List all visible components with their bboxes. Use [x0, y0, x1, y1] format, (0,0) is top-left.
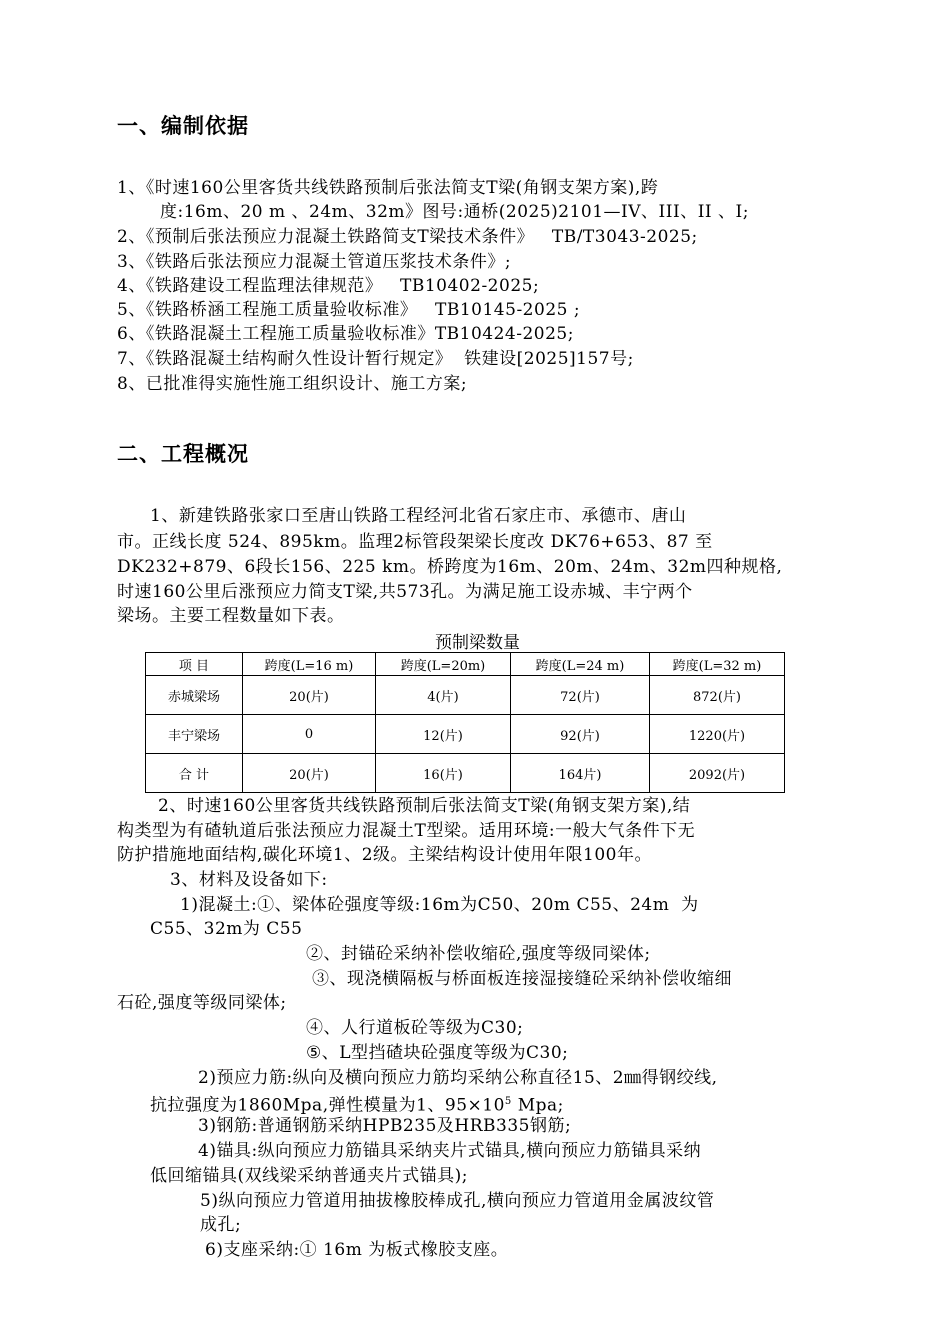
- material-duct-cont: 成孔;: [200, 1215, 242, 1235]
- material-prestress: 2)预应力筋:纵向及横向预应力筋均采纳公称直径15、2㎜得钢绞线,: [198, 1068, 718, 1088]
- overview-para2-line2: 构类型为有碴轨道后张法预应力混凝土T型梁。适用环境:一般大气条件下无: [117, 821, 696, 841]
- table-cell: 2092(片): [650, 754, 785, 793]
- material-prestress-unit: Mpa;: [511, 1095, 564, 1116]
- material-concrete-2: ②、封锚砼采纳补偿收缩砼,强度等级同梁体;: [306, 944, 651, 964]
- section-title-overview: 二、工程概况: [117, 442, 249, 466]
- table-cell: 1220(片): [650, 715, 785, 754]
- table-cell: 赤城梁场: [146, 676, 243, 715]
- basis-item-1-cont: 度:16m、20 m 、24m、32m》图号:通桥(2025)2101—IV、III、II 、I;: [160, 202, 749, 222]
- overview-para1-line5: 梁场。主要工程数量如下表。: [117, 606, 345, 626]
- material-bearing: 6)支座采纳:① 16m 为板式橡胶支座。: [205, 1240, 509, 1260]
- basis-item-3: 3、《铁路后张法预应力混凝土管道压浆技术条件》;: [117, 252, 512, 272]
- basis-item-5: 5、《铁路桥涵工程施工质量验收标准》 TB10145-2025 ;: [117, 300, 581, 320]
- table-header-cell: 跨度(L=16 m): [243, 653, 376, 676]
- table-cell: 872(片): [650, 676, 785, 715]
- basis-item-2: 2、《预制后张法预应力混凝土铁路简支T梁技术条件》 TB/T3043-2025;: [117, 227, 698, 247]
- overview-para1-line3: DK232+879、6段长156、225 km。桥跨度为16m、20m、24m、32m四种规格,: [117, 557, 783, 577]
- table-cell: 92(片): [511, 715, 650, 754]
- basis-item-4: 4、《铁路建设工程监理法律规范》 TB10402-2025;: [117, 276, 540, 296]
- material-concrete-3-cont: 石砼,强度等级同梁体;: [117, 993, 287, 1013]
- table-row: [146, 754, 785, 793]
- table-header-cell: 跨度(L=32 m): [650, 653, 785, 676]
- basis-item-1: 1、《时速160公里客货共线铁路预制后张法简支T梁(角钢支架方案),跨: [117, 178, 659, 198]
- table-header-cell: 跨度(L=20m): [376, 653, 511, 676]
- table-cell: 0: [243, 715, 376, 754]
- table-cell: 合 计: [146, 754, 243, 793]
- material-concrete-5: ⑤、L型挡碴块砼强度等级为C30;: [306, 1043, 569, 1063]
- material-prestress-text: 抗拉强度为1860Mpa,弹性模量为1、95×10: [150, 1095, 505, 1116]
- material-rebar: 3)钢筋:普通钢筋采纳HPB235及HRB335钢筋;: [198, 1116, 572, 1136]
- basis-item-7: 7、《铁路混凝土结构耐久性设计暂行规定》 铁建设[2025]157号;: [117, 349, 634, 369]
- basis-item-6: 6、《铁路混凝土工程施工质量验收标准》TB10424-2025;: [117, 324, 574, 344]
- overview-para2-line3: 防护措施地面结构,碳化环境1、2级。主梁结构设计使用年限100年。: [117, 845, 652, 865]
- table-cell: 16(片): [376, 754, 511, 793]
- table-cell: 12(片): [376, 715, 511, 754]
- material-duct: 5)纵向预应力管道用抽拔橡胶棒成孔,横向预应力管道用金属波纹管: [200, 1191, 715, 1211]
- table-cell: 丰宁梁场: [146, 715, 243, 754]
- material-concrete-4: ④、人行道板砼等级为C30;: [306, 1018, 524, 1038]
- table-cell: 20(片): [243, 676, 376, 715]
- table-cell: 4(片): [376, 676, 511, 715]
- material-concrete: 1)混凝土:①、梁体砼强度等级:16m为C50、20m C55、24m 为: [180, 895, 699, 915]
- overview-para1-line1: 1、新建铁路张家口至唐山铁路工程经河北省石家庄市、承德市、唐山: [150, 506, 687, 526]
- material-anchor: 4)锚具:纵向预应力筋锚具采纳夹片式锚具,横向预应力筋锚具采纳: [198, 1141, 702, 1161]
- beam-quantity-table: [145, 652, 785, 793]
- basis-item-8: 8、已批准得实施性施工组织设计、施工方案;: [117, 374, 468, 394]
- table-row: [146, 676, 785, 715]
- table-cell: 72(片): [511, 676, 650, 715]
- table-row: [146, 715, 785, 754]
- overview-para2-line1: 2、时速160公里客货共线铁路预制后张法简支T梁(角钢支架方案),结: [158, 796, 691, 816]
- table-header-cell: 项 目: [146, 653, 243, 676]
- overview-para1-line4: 时速160公里后涨预应力简支T梁,共573孔。为满足施工设赤城、丰宁两个: [117, 582, 693, 602]
- materials-heading: 3、材料及设备如下:: [170, 870, 328, 890]
- table-caption: 预制梁数量: [435, 633, 520, 653]
- section-title-basis: 一、编制依据: [117, 114, 249, 138]
- material-concrete-cont: C55、32m为 C55: [150, 919, 303, 939]
- overview-para1-line2: 市。正线长度 524、895km。监理2标管段架梁长度改 DK76+653、87 至: [117, 532, 713, 552]
- table-cell: 20(片): [243, 754, 376, 793]
- material-anchor-cont: 低回缩锚具(双线梁采纳普通夹片式锚具);: [150, 1166, 468, 1186]
- material-concrete-3: ③、现浇横隔板与桥面板连接湿接缝砼采纳补偿收缩细: [312, 969, 732, 989]
- table-cell: 164片): [511, 754, 650, 793]
- table-header-cell: 跨度(L=24 m): [511, 653, 650, 676]
- exponent: 5: [504, 1096, 512, 1107]
- table-header-row: [146, 653, 785, 676]
